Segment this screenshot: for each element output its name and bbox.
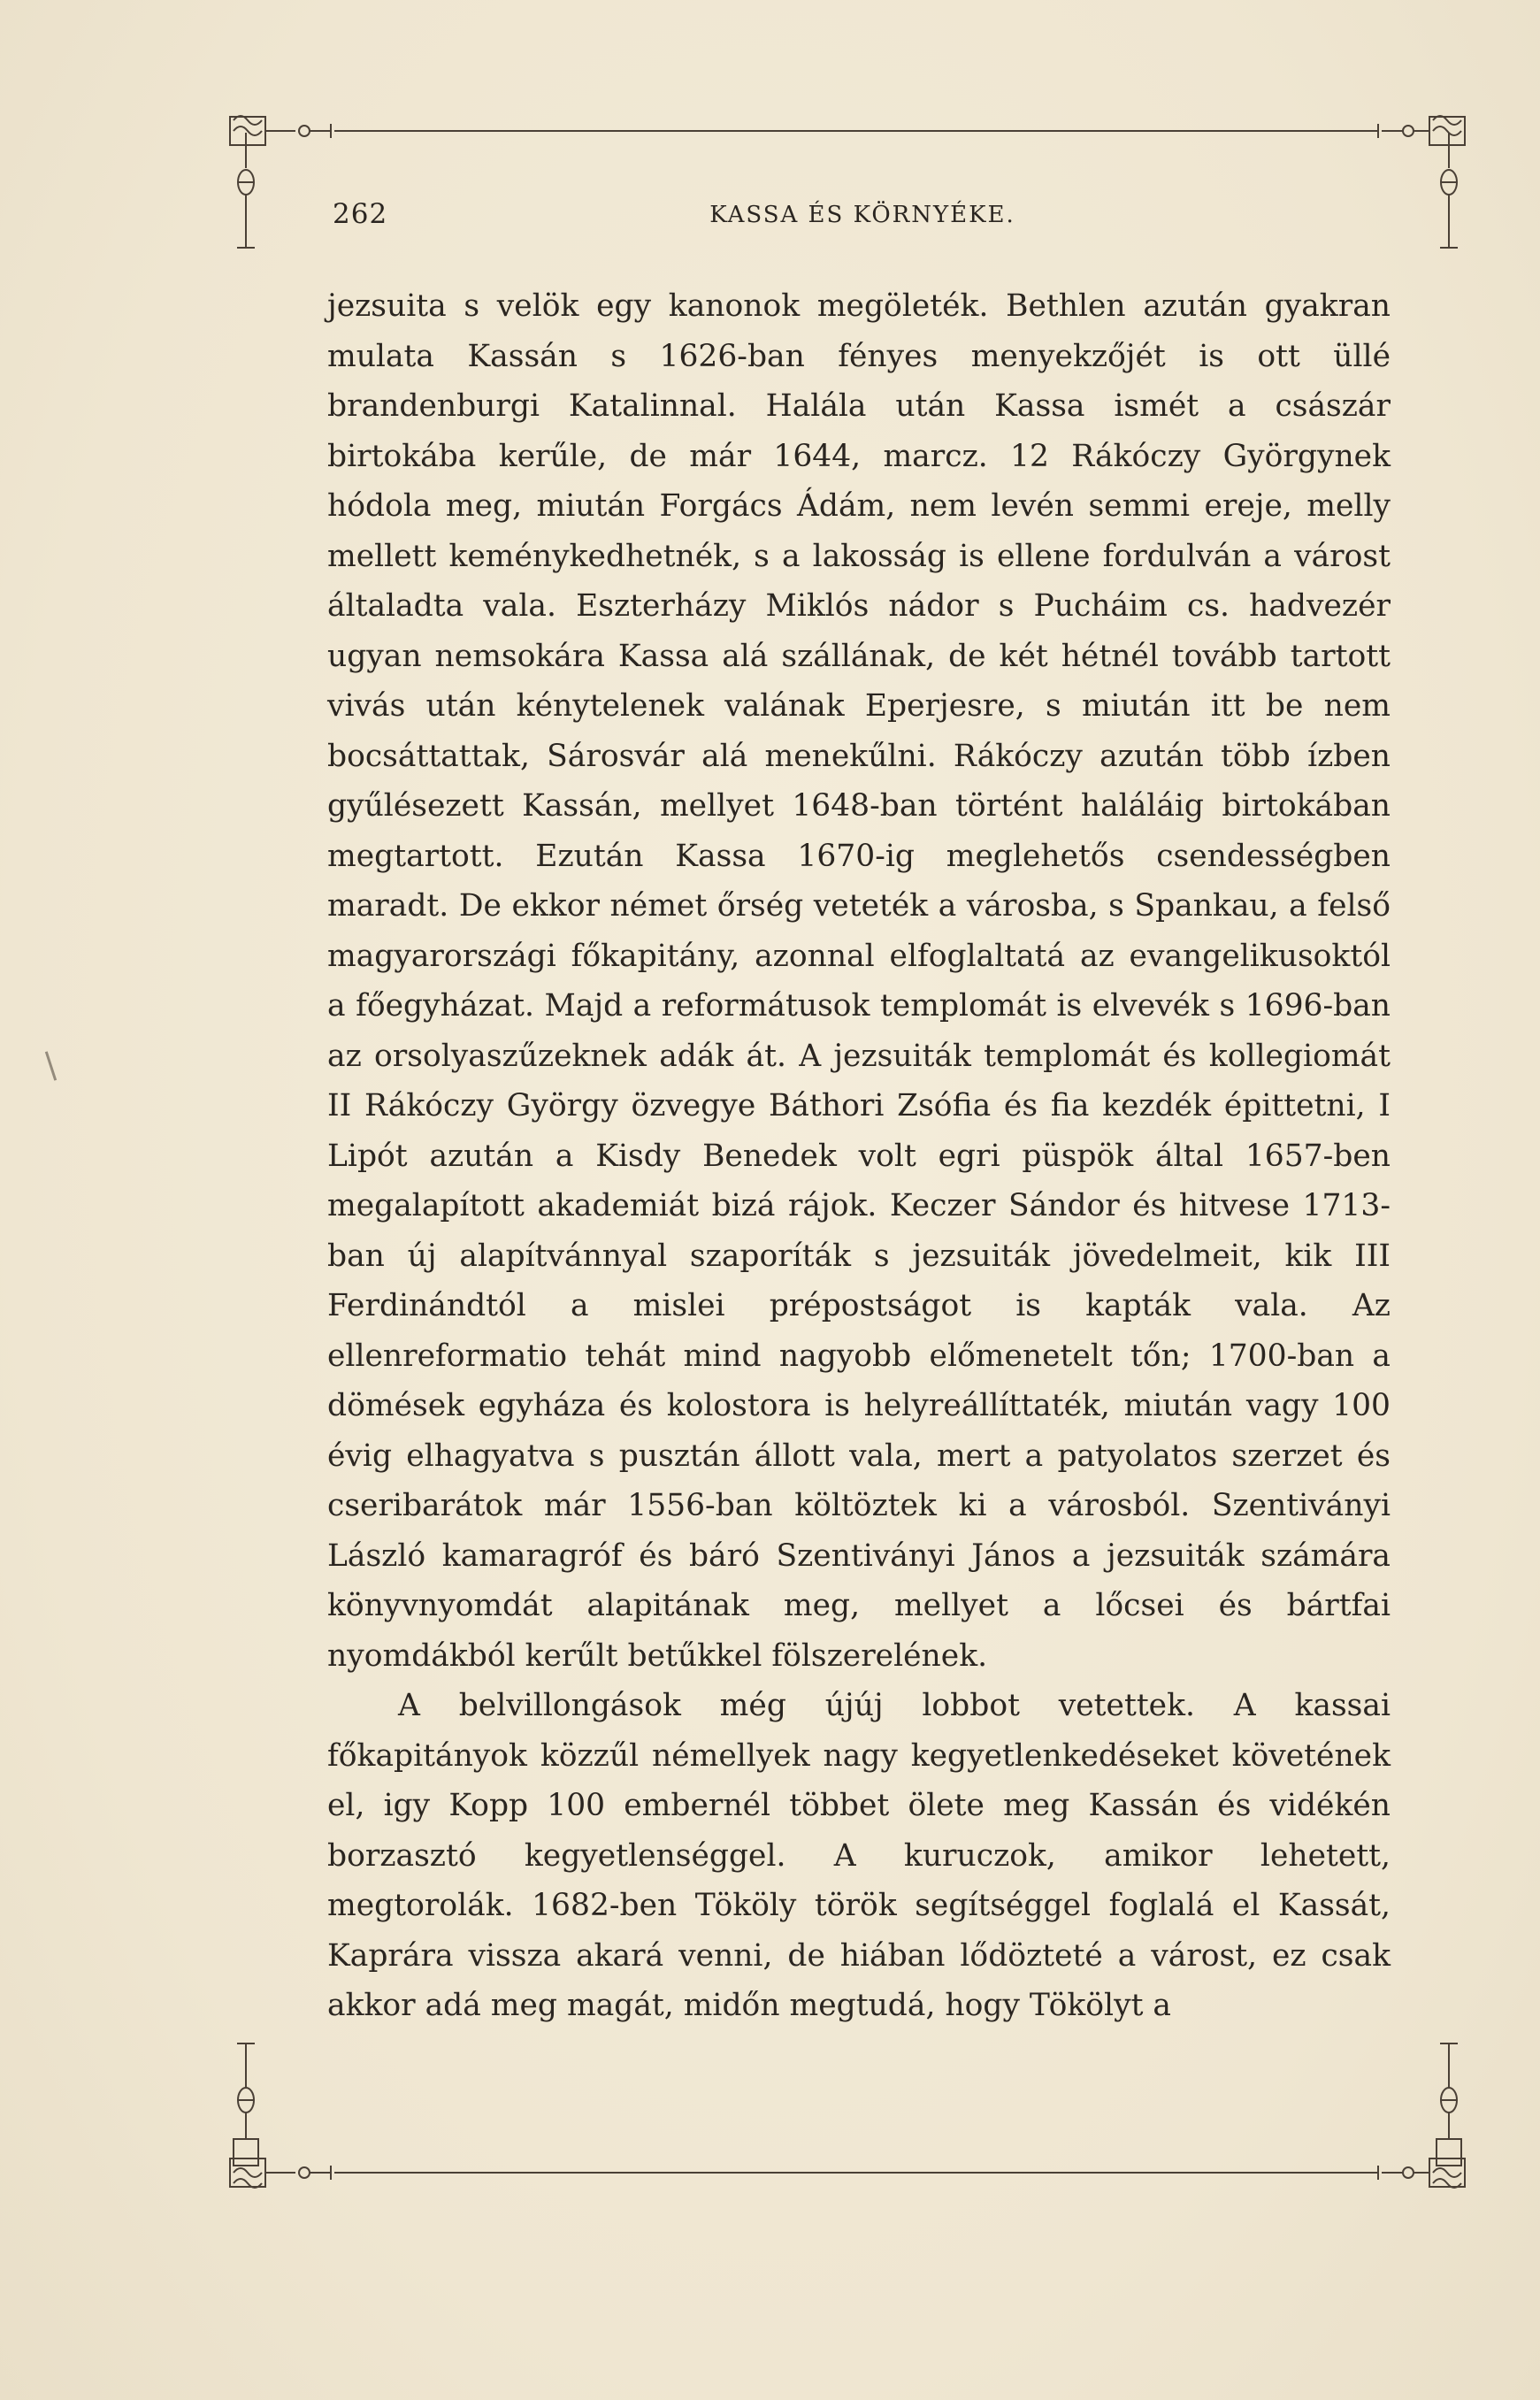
running-head: KASSA ÉS KÖRNYÉKE.	[709, 202, 1015, 228]
page-number: 262	[333, 198, 388, 230]
paragraph-1: jezsuita s velök egy kanonok megöleték. Bethlen azután gyakran mulata Kassán s 1626-ban fényes menyekzőjét is ott üllé brandenburgi Katalinnal. Halála után Kassa ismét a császár birtokába kerűle, de már 1644, marcz. 12 Rákóczy Györgynek hódola meg, miután Forgács Ádám, nem levén semmi ereje, melly mellett keménykedhetnék, s a lakosság is ellene fordulván a várost általadta vala. Eszterházy Miklós nádor s Pucháim cs. hadvezér ugyan nemsokára Kassa alá szállának, de két hétnél tovább tartott vivás után kénytelenek valának Eperjesre, s miután itt be nem bocsáttattak, Sárosvár alá menekűlni. Rákóczy azután több ízben gyűlésezett Kassán, mellyet 1648-ban történt haláláig birtokában megtartott. Ezután Kassa 1670-ig meglehetős csendességben maradt. De ekkor német őrség veteték a városba, s Spankau, a felső magyarországi főkapitány, azonnal elfoglaltatá az evangelikusoktól a főegyházat. Majd a reformátusok templomát is elvevék s 1696-ban az orsolyaszűzeknek adák át. A jezsuiták templomát és kollegiomát II Rákóczy György özvegye Báthori Zsófia és fia kezdék épittetni, I Lipót azután a Kisdy Benedek volt egri püspök által 1657-ben megalapított akademiát bizá rájok. Keczer Sándor és hitvese 1713-ban új alapítvánnyal szaporíták s jezsuiták jövedelmeit, kik III Ferdinándtól a mislei prépostságot is kapták vala. Az ellenreformatio tehát mind nagyobb előmenetelt tőn; 1700-ban a dömések egyháza és kolostora is helyreállíttaték, miután vagy 100 évig elhagyatva s pusztán állott vala, mert a patyolatos szerzet és cseribarátok már 1556-ban költöztek ki a városból. Szentiványi László kamaragróf és báró Szentiványi János a jezsuiták számára könyvnyomdát alapitának meg, mellyet a lőcsei és bártfai nyomdákból kerűlt betűkkel fölszerelének.	[327, 288, 1391, 1674]
body-text	[327, 281, 1391, 2031]
bottom-ornament-rule-icon	[228, 2146, 1467, 2199]
right-top-ornament-icon	[1431, 133, 1467, 274]
page-header	[333, 198, 1392, 241]
margin-mark	[45, 1051, 57, 1080]
left-top-ornament-icon	[228, 133, 264, 274]
top-ornament-rule-icon	[228, 104, 1467, 157]
paragraph-2: A belvillongások még újúj lobbot vetettek. A kassai főkapitányok közzűl némellyek nagy kegyetlenkedéseket követének el, igy Kopp 100 embernél többet ölete meg Kassán és vidékén borzasztó kegyetlenséggel. A kuruczok, amikor lehetett, megtorolák. 1682-ben Tököly török segítséggel foglalá el Kassát, Kaprára vissza akará venni, de hiában lődözteté a várost, ez csak akkor adá meg magát, midőn megtudá, hogy Tökölyt a	[327, 1688, 1391, 2023]
